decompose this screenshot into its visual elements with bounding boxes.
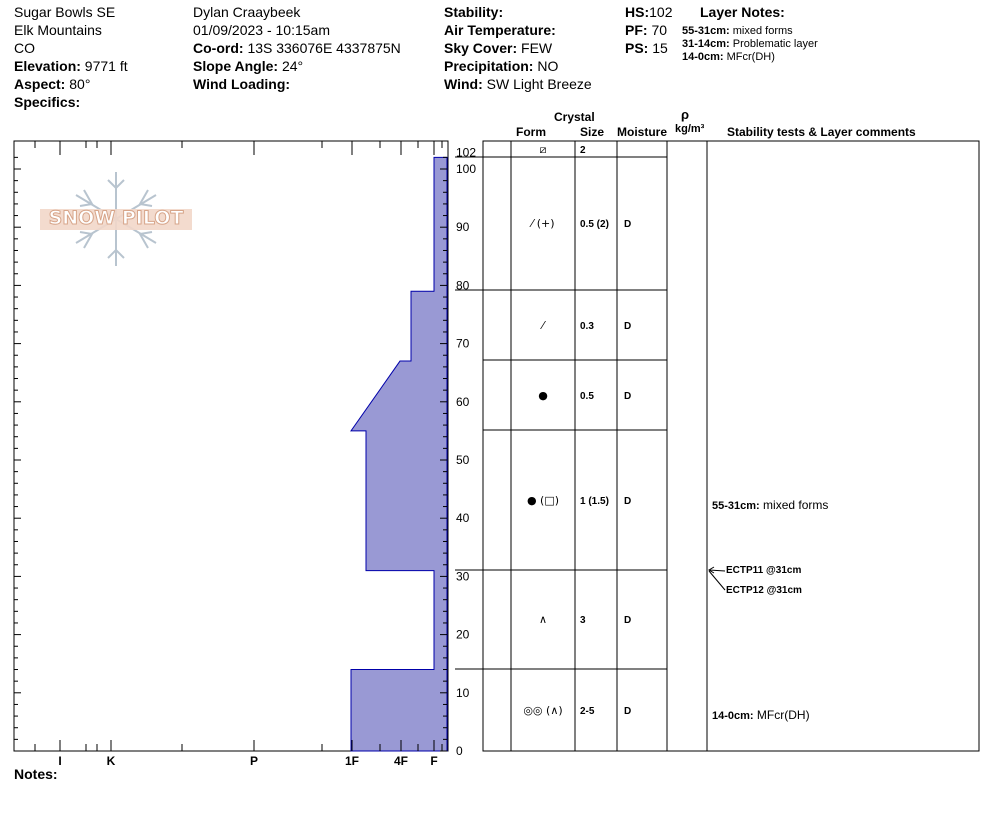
wind-loading-label: Wind Loading:: [193, 76, 291, 92]
crystal-size: 3: [580, 615, 586, 626]
moisture-value: D: [624, 496, 632, 507]
hardness-label: 1F: [344, 754, 360, 768]
hardness-label: K: [106, 754, 116, 768]
crystal-form: ◎◎ (∧): [523, 704, 563, 717]
test-arrows: [709, 567, 725, 590]
density-unit-header: kg/m³: [675, 123, 705, 135]
coordinates: Co-ord: 13S 336076E 4337875N: [193, 40, 401, 56]
moisture-value: D: [624, 321, 632, 332]
crystal-size: 2: [580, 145, 586, 156]
stability-test: ECTP11 @31cm: [726, 565, 802, 576]
y-tick-label: 30: [456, 569, 470, 584]
pf: PF: 70: [625, 22, 668, 38]
crystal-form: ●: [538, 389, 548, 402]
slope-angle: Slope Angle: 24°: [193, 58, 304, 74]
moisture-value: D: [624, 615, 632, 626]
stability-label: Stability:: [444, 4, 504, 20]
crystal-size: 1 (1.5): [580, 496, 609, 507]
notes-label: Notes:: [14, 766, 58, 782]
crystal-form: ∧: [538, 613, 548, 626]
precipitation: Precipitation: NO: [444, 58, 559, 74]
logo-text: SNOW PILOT: [48, 207, 184, 229]
layer-table-frame: [483, 141, 979, 751]
layer-note: 55-31cm: mixed forms: [682, 25, 793, 37]
crystal-size: 0.3: [580, 321, 594, 332]
comments-header: Stability tests & Layer comments: [727, 125, 916, 139]
moisture-value: D: [624, 391, 632, 402]
layer-note: 14-0cm: MFcr(DH): [682, 51, 775, 63]
layer-notes-label: Layer Notes:: [700, 4, 785, 20]
crystal-form: ● (□): [526, 494, 560, 507]
sky-cover: Sky Cover: FEW: [444, 40, 553, 56]
stability-test: ECTP12 @31cm: [726, 585, 802, 596]
form-header: Form: [516, 125, 546, 139]
hardness-profile-area: [351, 157, 447, 751]
aspect: Aspect: 80°: [14, 76, 91, 92]
y-tick-label: 90: [456, 220, 470, 235]
y-tick-label: 40: [456, 511, 470, 526]
ps: PS: 15: [625, 40, 668, 56]
y-tick-label: 60: [456, 394, 470, 409]
air-temp-label: Air Temperature:: [444, 22, 556, 38]
crystal-form: ⁄: [542, 319, 544, 332]
hardness-label: P: [249, 754, 259, 768]
hs: HS:102: [625, 4, 673, 20]
specifics-label: Specifics:: [14, 94, 81, 110]
range: Elk Mountains: [14, 22, 102, 38]
hardness-label: F: [430, 754, 438, 768]
y-tick-label: 10: [456, 685, 470, 700]
y-tick-label: 100: [456, 162, 477, 176]
size-header: Size: [580, 125, 605, 139]
crystal-form: ⧄: [539, 143, 547, 156]
wind: Wind: SW Light Breeze: [444, 76, 592, 92]
layer-comment: 14-0cm: MFcr(DH): [712, 708, 810, 722]
moisture-header: Moisture: [617, 125, 668, 139]
crystal-size: 0.5: [580, 391, 594, 402]
test-arrow: [709, 571, 725, 590]
layer-note: 31-14cm: Problematic layer: [682, 38, 818, 50]
y-tick-label: 102: [456, 145, 477, 160]
y-tick-label: 80: [456, 278, 470, 293]
crystal-form: ⁄ (+): [531, 217, 555, 230]
y-tick-label: 50: [456, 453, 470, 467]
location: Sugar Bowls SE: [14, 4, 116, 20]
y-tick-label: 0: [456, 744, 463, 758]
rho-header: ρ: [681, 107, 690, 122]
y-tick-label: 20: [456, 627, 470, 642]
hardness-label: I: [58, 754, 62, 768]
moisture-value: D: [624, 706, 632, 717]
test-arrow: [709, 570, 725, 571]
y-tick-label: 70: [456, 336, 470, 351]
crystal-size: 2-5: [580, 706, 595, 717]
layer-comment: 55-31cm: mixed forms: [712, 498, 829, 512]
datetime: 01/09/2023 - 10:15am: [193, 22, 330, 38]
moisture-value: D: [624, 219, 632, 230]
state: CO: [14, 40, 35, 56]
elevation: Elevation: 9771 ft: [14, 58, 128, 74]
hardness-label: 4F: [393, 754, 409, 768]
observer: Dylan Craaybeek: [193, 4, 301, 20]
crystal-header: Crystal: [554, 110, 595, 124]
crystal-size: 0.5 (2): [580, 219, 609, 230]
